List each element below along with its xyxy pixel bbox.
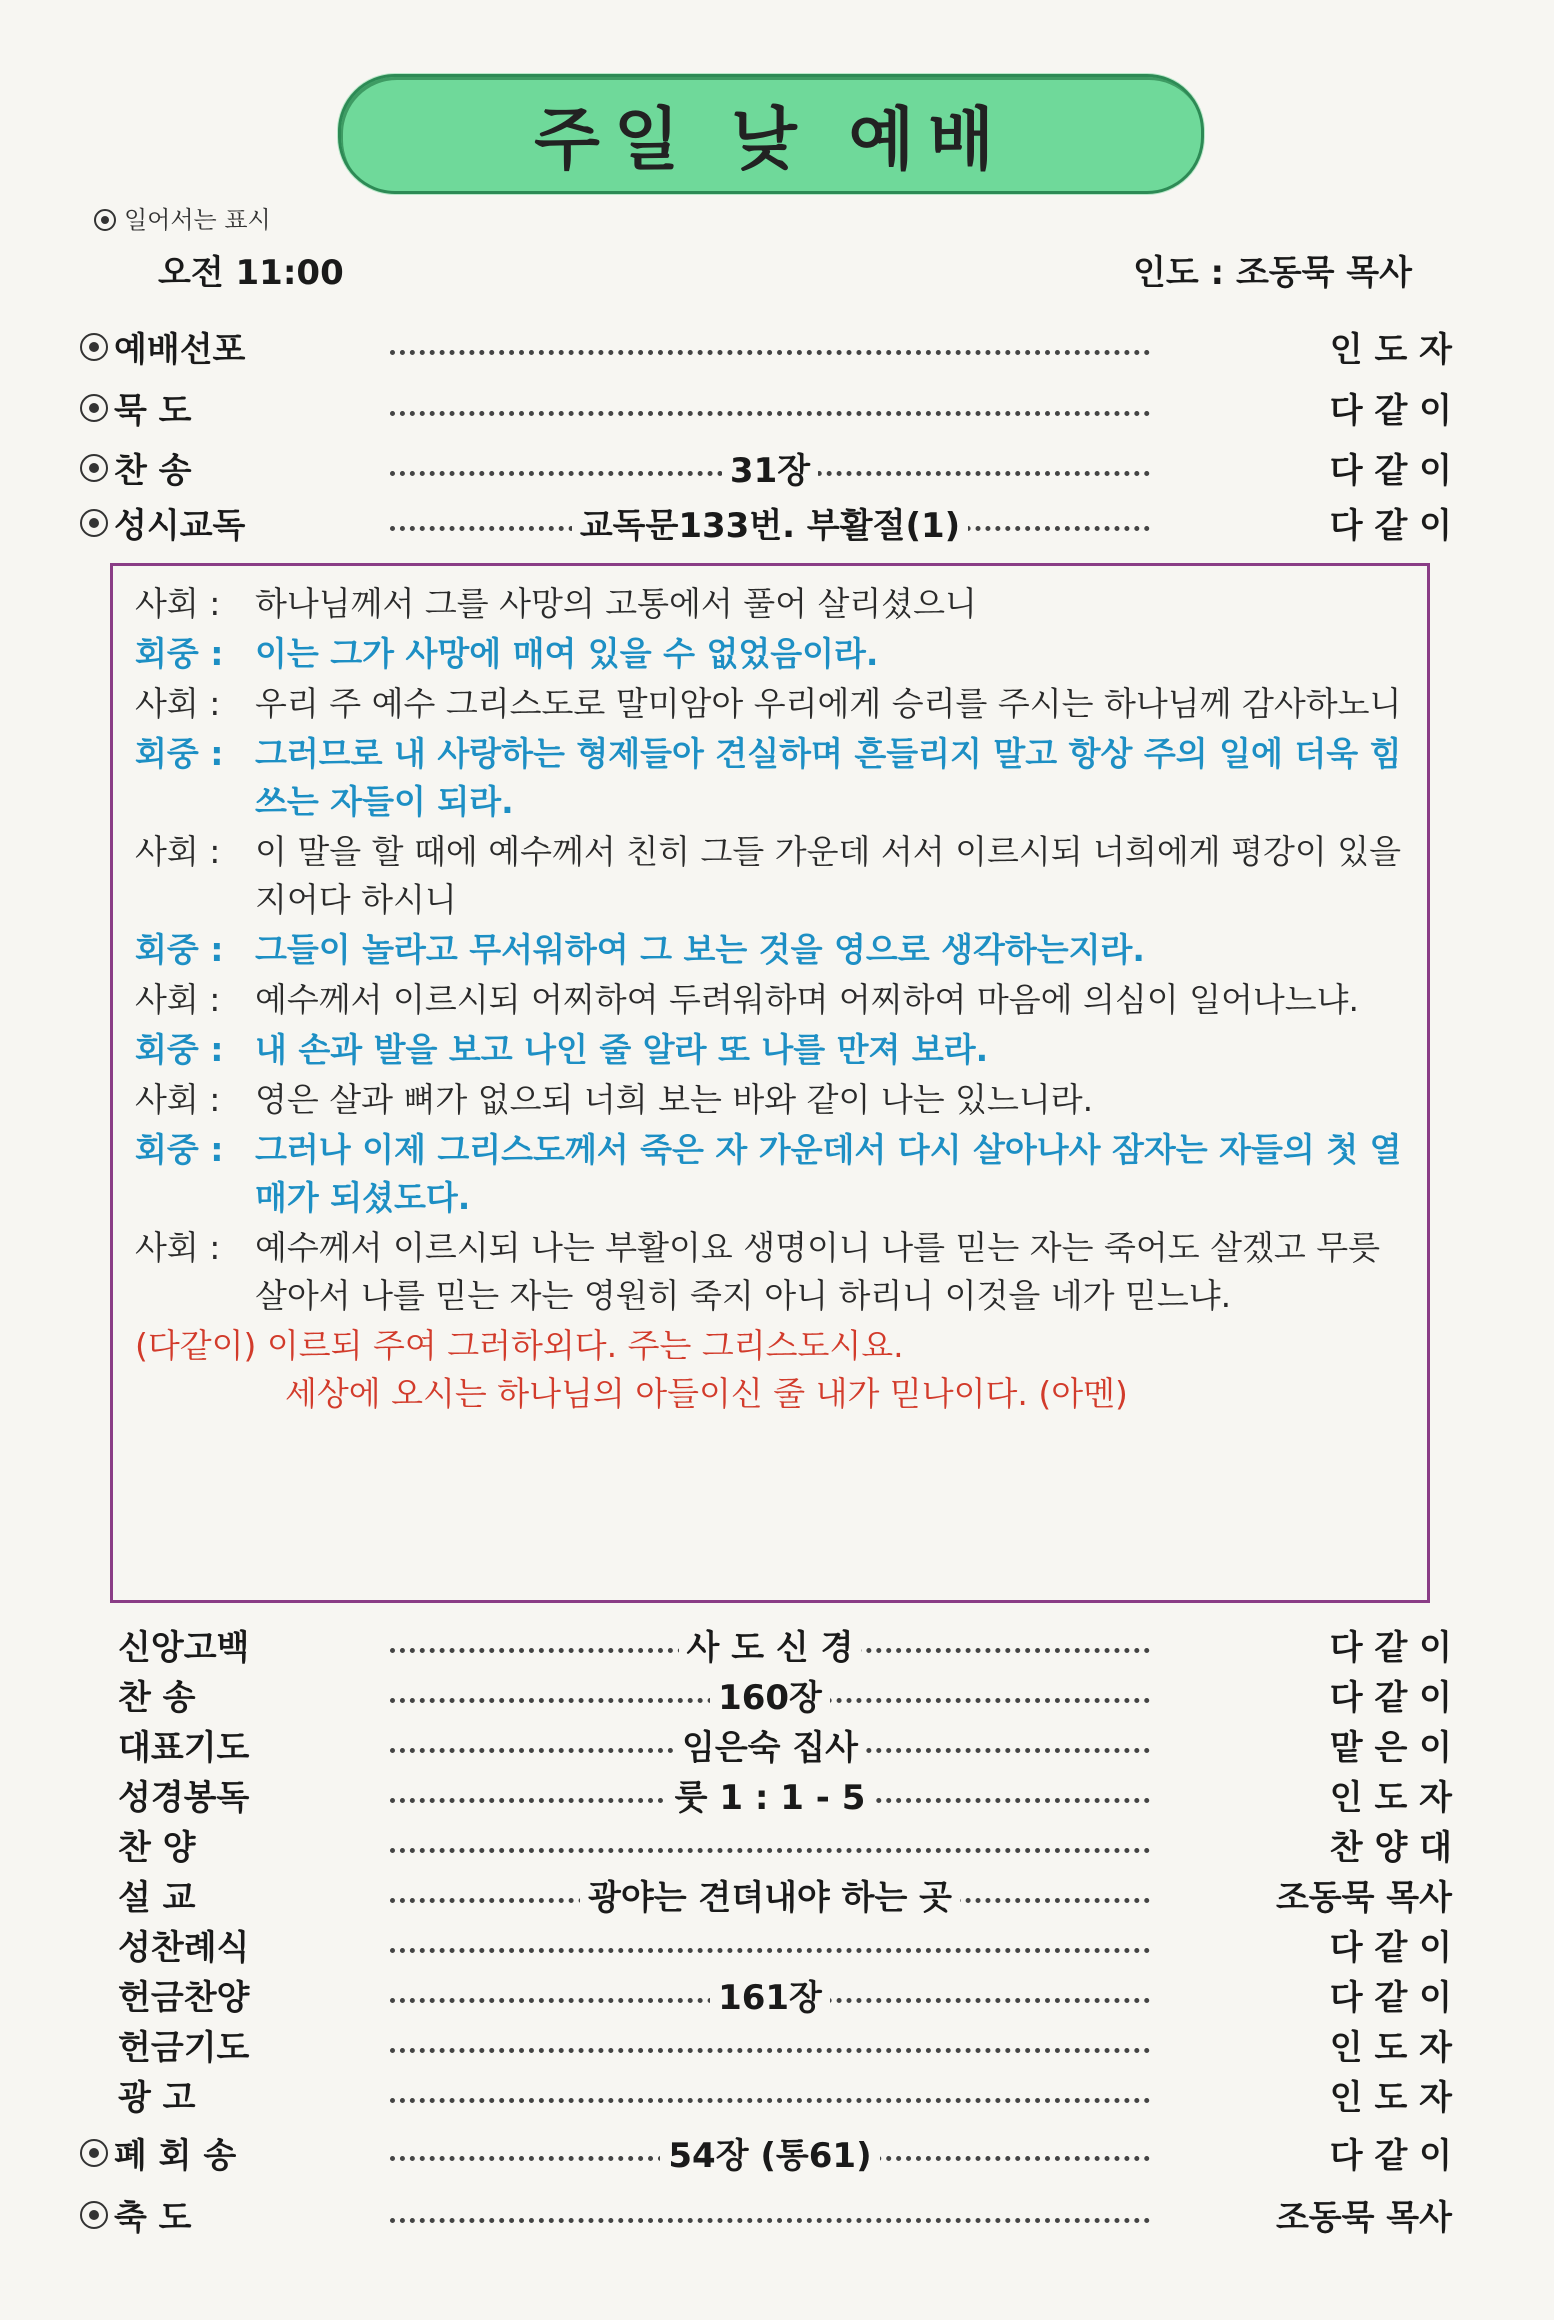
order-detail [390, 1970, 1150, 2019]
order-detail [390, 1620, 1150, 1669]
order-detail [390, 1870, 1150, 1919]
order-row [0, 1720, 1554, 1768]
reading-speaker: 사회 : [135, 832, 221, 871]
reading-line [135, 976, 1407, 1024]
reading-text: 예수께서 이르시되 나는 부활이요 생명이니 나를 믿는 자는 죽어도 살겠고 무릇 살아서 나를 믿는 자는 영원히 죽지 아니 하리니 이것을 네가 믿느냐. [255, 1228, 1380, 1315]
reading-text: 그러므로 내 사랑하는 형제들아 견실하며 흔들리지 말고 항상 주의 일에 더욱 힘쓰는 자들이 되라. [255, 734, 1402, 821]
order-label [80, 383, 310, 432]
order-row [0, 1870, 1554, 1918]
dotted-leader [390, 2218, 1150, 2223]
order-person: 조동묵 목사 [1275, 1878, 1452, 1918]
reading-line [135, 580, 1407, 628]
order-label [80, 1670, 348, 1719]
order-label-text: 찬 송 [114, 451, 192, 491]
reading-text: 이는 그가 사망에 매여 있을 수 없었음이라. [255, 634, 879, 673]
order-row [0, 1970, 1554, 2018]
reading-line [135, 1026, 1407, 1074]
order-detail [390, 1770, 1150, 1819]
order-label-text: 신앙고백 [118, 1628, 250, 1668]
order-label [80, 322, 310, 371]
order-label-text: 성시교독 [114, 506, 246, 546]
dotted-leader [390, 1948, 1150, 1953]
order-label-text: 축 도 [114, 2198, 192, 2238]
reading-line [135, 828, 1407, 924]
together-line-1: (다같이) 이르되 주여 그러하외다. 주는 그리스도시요. [135, 1326, 904, 1365]
standing-symbol-icon [80, 333, 108, 361]
reading-text: 예수께서 이르시되 어찌하여 두려워하며 어찌하여 마음에 의심이 일어나느냐. [255, 980, 1360, 1019]
reading-line [135, 630, 1407, 678]
order-person: 다 같 이 [1329, 391, 1452, 431]
order-row [0, 1920, 1554, 1968]
order-label-text: 헌금찬양 [118, 1978, 250, 2018]
order-label-text: 성경봉독 [118, 1778, 250, 1818]
reading-speaker: 회중 : [135, 734, 224, 773]
standing-legend [94, 200, 271, 235]
order-label [80, 498, 310, 547]
legend-text: 일어서는 표시 [124, 206, 271, 234]
dotted-leader [390, 2048, 1150, 2053]
order-detail-text: 31장 [722, 451, 818, 491]
reading-line [135, 926, 1407, 974]
order-row [0, 1770, 1554, 1818]
reading-line [135, 1126, 1407, 1222]
reading-text: 하나님께서 그를 사망의 고통에서 풀어 살리셨으니 [255, 584, 977, 623]
dotted-leader [390, 1848, 1150, 1853]
order-label-text: 헌금기도 [118, 2028, 250, 2068]
order-detail-text: 사 도 신 경 [679, 1628, 862, 1668]
order-label-text: 성찬례식 [118, 1928, 250, 1968]
order-label [80, 2020, 348, 2069]
order-label [80, 1920, 348, 1969]
order-label-text: 예배선포 [114, 330, 246, 370]
order-row [0, 383, 1554, 431]
standing-symbol-icon [94, 209, 116, 231]
order-detail [390, 2128, 1150, 2177]
order-person: 다 같 이 [1329, 506, 1452, 546]
reading-speaker: 사회 : [135, 1080, 221, 1119]
title-banner [338, 74, 1204, 194]
order-label [80, 2128, 310, 2177]
order-person: 인 도 자 [1329, 2028, 1452, 2068]
order-label [80, 1720, 348, 1769]
responsive-reading-box [110, 563, 1430, 1603]
order-detail-text: 광야는 견뎌내야 하는 곳 [580, 1878, 960, 1918]
dotted-leader [390, 350, 1150, 355]
order-detail-text: 161장 [710, 1978, 830, 2018]
order-label [80, 2190, 310, 2239]
order-row [0, 498, 1554, 546]
reading-text: 영은 살과 뼈가 없으되 너희 보는 바와 같이 나는 있느니라. [255, 1080, 1094, 1119]
reading-speaker: 회중 : [135, 1030, 224, 1069]
reading-line [135, 1224, 1407, 1320]
dotted-leader [390, 411, 1150, 416]
order-label [80, 1820, 348, 1869]
order-detail [390, 1720, 1150, 1769]
order-row [0, 443, 1554, 491]
order-detail-text: 룻 1 : 1 - 5 [667, 1778, 874, 1818]
reading-speaker: 사회 : [135, 684, 221, 723]
order-person: 인 도 자 [1329, 1778, 1452, 1818]
order-person: 인 도 자 [1329, 330, 1452, 370]
order-person: 다 같 이 [1329, 1978, 1452, 2018]
order-person: 다 같 이 [1329, 1628, 1452, 1668]
order-label [80, 1620, 348, 1669]
order-person: 조동묵 목사 [1275, 2198, 1452, 2238]
order-label [80, 443, 310, 492]
order-person: 인 도 자 [1329, 2078, 1452, 2118]
reading-speaker: 회중 : [135, 930, 224, 969]
standing-symbol-icon [80, 394, 108, 422]
reading-speaker: 사회 : [135, 1228, 221, 1267]
order-detail-text: 임은숙 집사 [674, 1728, 866, 1768]
standing-symbol-icon [80, 509, 108, 537]
order-row [0, 2128, 1554, 2176]
reading-speaker: 회중 : [135, 1130, 224, 1169]
order-detail-text: 교독문133번. 부활절(1) [572, 506, 968, 546]
order-label-text: 광 고 [118, 2078, 196, 2118]
order-row [0, 2070, 1554, 2118]
reading-line [135, 1076, 1407, 1124]
order-label [80, 2070, 348, 2119]
order-label [80, 1870, 348, 1919]
order-person: 맡 은 이 [1329, 1728, 1452, 1768]
reading-text: 그러나 이제 그리스도께서 죽은 자 가운데서 다시 살아나사 잠자는 자들의 첫 열매가 되셨도다. [255, 1130, 1402, 1217]
order-detail-text: 160장 [710, 1678, 830, 1718]
order-label-text: 찬 양 [118, 1828, 196, 1868]
order-label [80, 1970, 348, 2019]
order-detail-text: 54장 (통61) [660, 2136, 879, 2176]
standing-symbol-icon [80, 2201, 108, 2229]
order-row [0, 2190, 1554, 2238]
reading-together [135, 1322, 1407, 1418]
order-label-text: 묵 도 [114, 391, 192, 431]
order-person: 다 같 이 [1329, 451, 1452, 491]
reading-speaker: 사회 : [135, 584, 221, 623]
order-label-text: 설 교 [118, 1878, 196, 1918]
reading-text: 이 말을 할 때에 예수께서 친히 그들 가운데 서서 이르시되 너희에게 평강이 있을지어다 하시니 [255, 832, 1401, 919]
order-row [0, 2020, 1554, 2068]
reading-line [135, 730, 1407, 826]
reading-speaker: 회중 : [135, 634, 224, 673]
order-label-text: 대표기도 [118, 1728, 250, 1768]
order-person: 찬 양 대 [1329, 1828, 1452, 1868]
standing-symbol-icon [80, 454, 108, 482]
reading-speaker: 사회 : [135, 980, 221, 1019]
order-detail [390, 443, 1150, 492]
order-row [0, 1670, 1554, 1718]
dotted-leader [390, 2098, 1150, 2103]
reading-text: 우리 주 예수 그리스도로 말미암아 우리에게 승리를 주시는 하나님께 감사하노니 [255, 684, 1402, 723]
order-detail [390, 1670, 1150, 1719]
order-label [80, 1770, 348, 1819]
service-time: 오전 11:00 [158, 253, 344, 293]
order-row [0, 322, 1554, 370]
order-row [0, 1820, 1554, 1868]
order-person: 다 같 이 [1329, 1678, 1452, 1718]
order-person: 다 같 이 [1329, 1928, 1452, 1968]
reading-line [135, 680, 1407, 728]
reading-text: 내 손과 발을 보고 나인 줄 알라 또 나를 만져 보라. [255, 1030, 989, 1069]
together-line-2: 세상에 오시는 하나님의 아들이신 줄 내가 믿나이다. (아멘) [285, 1374, 1128, 1413]
reading-text: 그들이 놀라고 무서워하여 그 보는 것을 영으로 생각하는지라. [255, 930, 1145, 969]
order-person: 다 같 이 [1329, 2136, 1452, 2176]
order-label-text: 찬 송 [118, 1678, 196, 1718]
standing-symbol-icon [80, 2139, 108, 2167]
order-label-text: 폐 회 송 [114, 2136, 237, 2176]
page-title: 주일 낮 예배 [534, 100, 1008, 180]
order-row [0, 1620, 1554, 1668]
service-leader: 인도 : 조동묵 목사 [1132, 253, 1412, 293]
order-detail [390, 498, 1150, 547]
